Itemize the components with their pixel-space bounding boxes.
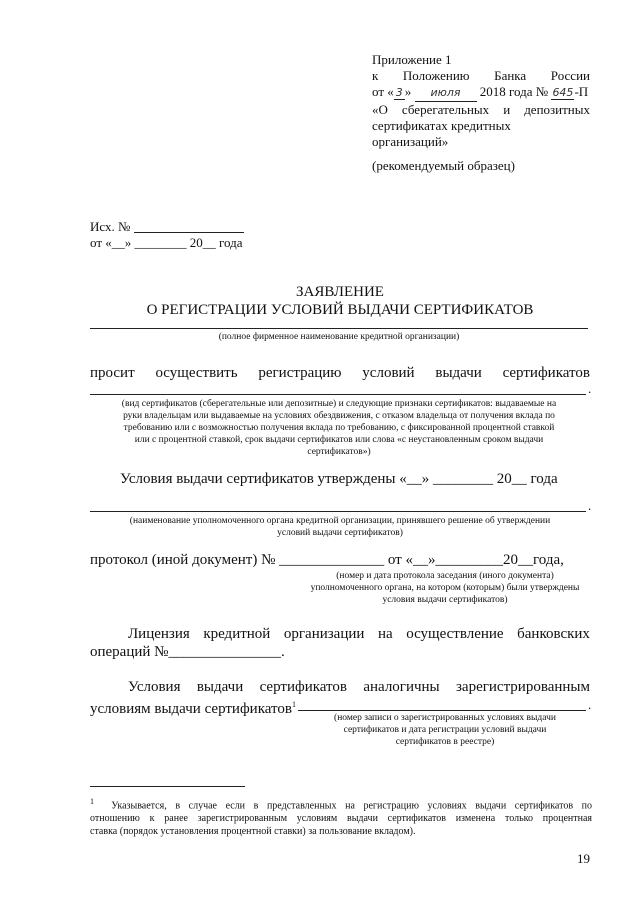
- title-line-1: ЗАЯВЛЕНИЕ: [296, 284, 384, 300]
- license-operations-line: операций №_______________.: [90, 644, 285, 660]
- appendix-regulation-title-1: «О сберегательных и депозитных: [372, 102, 590, 117]
- page-number: 19: [577, 851, 590, 866]
- request-line: просит осуществить регистрацию условий выдачи сертификатов: [90, 365, 590, 381]
- approving-body-field: [90, 511, 586, 512]
- appendix-date-line: от « 3 » июля 2018 года № 645-П: [372, 84, 590, 102]
- footnote: $^1$ Указывается, в случае если в представленных на регистрацию условиях выдачи сертификатов по отношению к ранее зарегистрированным условиям выдачи сертификатов изменена только процентная ставка (порядок установления процентной ставки) за пользование вкладом).: [90, 797, 592, 838]
- similar-conditions-line-2: условиям выдачи сертификатов$^1$: [90, 700, 296, 717]
- outgoing-date-line: от «__» ________ 20__ года: [90, 235, 243, 250]
- approving-body-caption: (наименование уполномоченного органа кредитной организации, принявшего решение об утверждении условий выдачи сертификатов): [129, 516, 551, 538]
- outgoing-number-field: [134, 232, 244, 233]
- outgoing-number-label: Исх. №: [90, 219, 131, 234]
- appendix-day: 3: [395, 86, 403, 99]
- title-line-2: О РЕГИСТРАЦИИ УСЛОВИЙ ВЫДАЧИ СЕРТИФИКАТОВ: [146, 302, 534, 318]
- certificate-kind-field: [90, 394, 586, 395]
- org-name-caption: (полное фирменное наименование кредитной организации): [218, 332, 460, 342]
- document-title: [90, 283, 590, 319]
- similar-conditions-line: Условия выдачи сертификатов аналогичны зарегистрированным: [128, 679, 590, 695]
- footnote-ref: 1: [291, 700, 296, 709]
- appendix-regulation-title-2: сертификатах кредитных организаций»: [372, 118, 511, 149]
- approved-line: Условия выдачи сертификатов утверждены «__» ________ 20__ года: [120, 471, 558, 487]
- document-page: Приложение 1 к Положению Банка России от « 3 » июля 2018 года № 645-П «О сберегательных и депозитных сертификатах кредитных организаций» (рекомендуемый образец) Исх. № от «__» ________ 20__ года ЗАЯВЛЕНИЕ О РЕГИСТРАЦИИ УСЛОВИЙ ВЫДАЧИ СЕРТИФИКАТОВ (полное фирменное наименование кредитной организации) просит осуществить регистрацию условий выдачи сертификатов . (вид сертификатов (сберегательные или депозитные) и следующие признаки сертификатов: выдаваемые на руки владельцам или выдаваемые на условиях обездвижения, с отказом владельца от получения вклада по требованию или с возможностью получения вклада по требованию, с фиксированной процентной ставкой или с процентной ставкой, срок выдачи сертификатов или слова «с неустановленным сроком выдачи сертификатов») Условия выдачи сертификатов утверждены «__» ________ 20__ года . (наименование уполномоченного органа кредитной организации, принявшего решение об утверждении условий выдачи сертификатов) протокол (иной документ) № ______________ от «__»_________20__года, (номер и дата протокола заседания (иного документа) уполномоченного органа, на котором (которым) были утверждены условия выдачи сертификатов) Лицензия кредитной организации на осуществление банковских операций №_______________. Условия выдачи сертификатов аналогичны зарегистрированным условиям выдачи сертификатов$^1$ . (номер записи о зарегистрированных условиях выдачи сертификатов и дата регистрации условий выдачи сертификатов в реестре) $^1$ Указывается, в случае если в представленных на регистрацию условиях выдачи сертификатов по отношению к ранее зарегистрированным условиям выдачи сертификатов изменена только процентная ставка (порядок установления процентной ставки) за пользование вкладом). 19: [0, 0, 640, 905]
- appendix-number: 645: [552, 86, 574, 99]
- registry-record-caption: (номер записи о зарегистрированных условиях выдачи сертификатов и дата регистрации условий выдачи сертификатов в реестре): [334, 713, 556, 747]
- appendix-line-2: к Положению Банка России: [372, 68, 590, 83]
- protocol-line: протокол (иной документ) № ______________ от «__»_________20__года,: [90, 552, 564, 568]
- appendix-title: Приложение 1: [372, 52, 452, 67]
- protocol-caption: (номер и дата протокола заседания (иного документа) уполномоченного органа, на котором (которым) были утверждены условия выдачи сертификатов): [310, 571, 580, 605]
- license-line: Лицензия кредитной организации на осуществление банковских: [128, 626, 590, 642]
- appendix-block: [372, 52, 590, 150]
- certificate-kind-caption: (вид сертификатов (сберегательные или депозитные) и следующие признаки сертификатов: выдаваемые на руки владельцам или выдаваемые на условиях обездвижения, с отказом владельца от получения вклада по требованию или с возможностью получения вклада по требованию, с фиксированной процентной ставкой или с процентной ставкой, срок выдачи сертификатов или слова «с неустановленным сроком выдачи сертификатов»): [121, 399, 557, 457]
- registry-record-field: [298, 710, 586, 711]
- footnote-separator: [90, 786, 245, 787]
- org-name-field: [90, 328, 588, 329]
- sample-note: (рекомендуемый образец): [372, 158, 515, 173]
- appendix-month: июля: [415, 85, 477, 102]
